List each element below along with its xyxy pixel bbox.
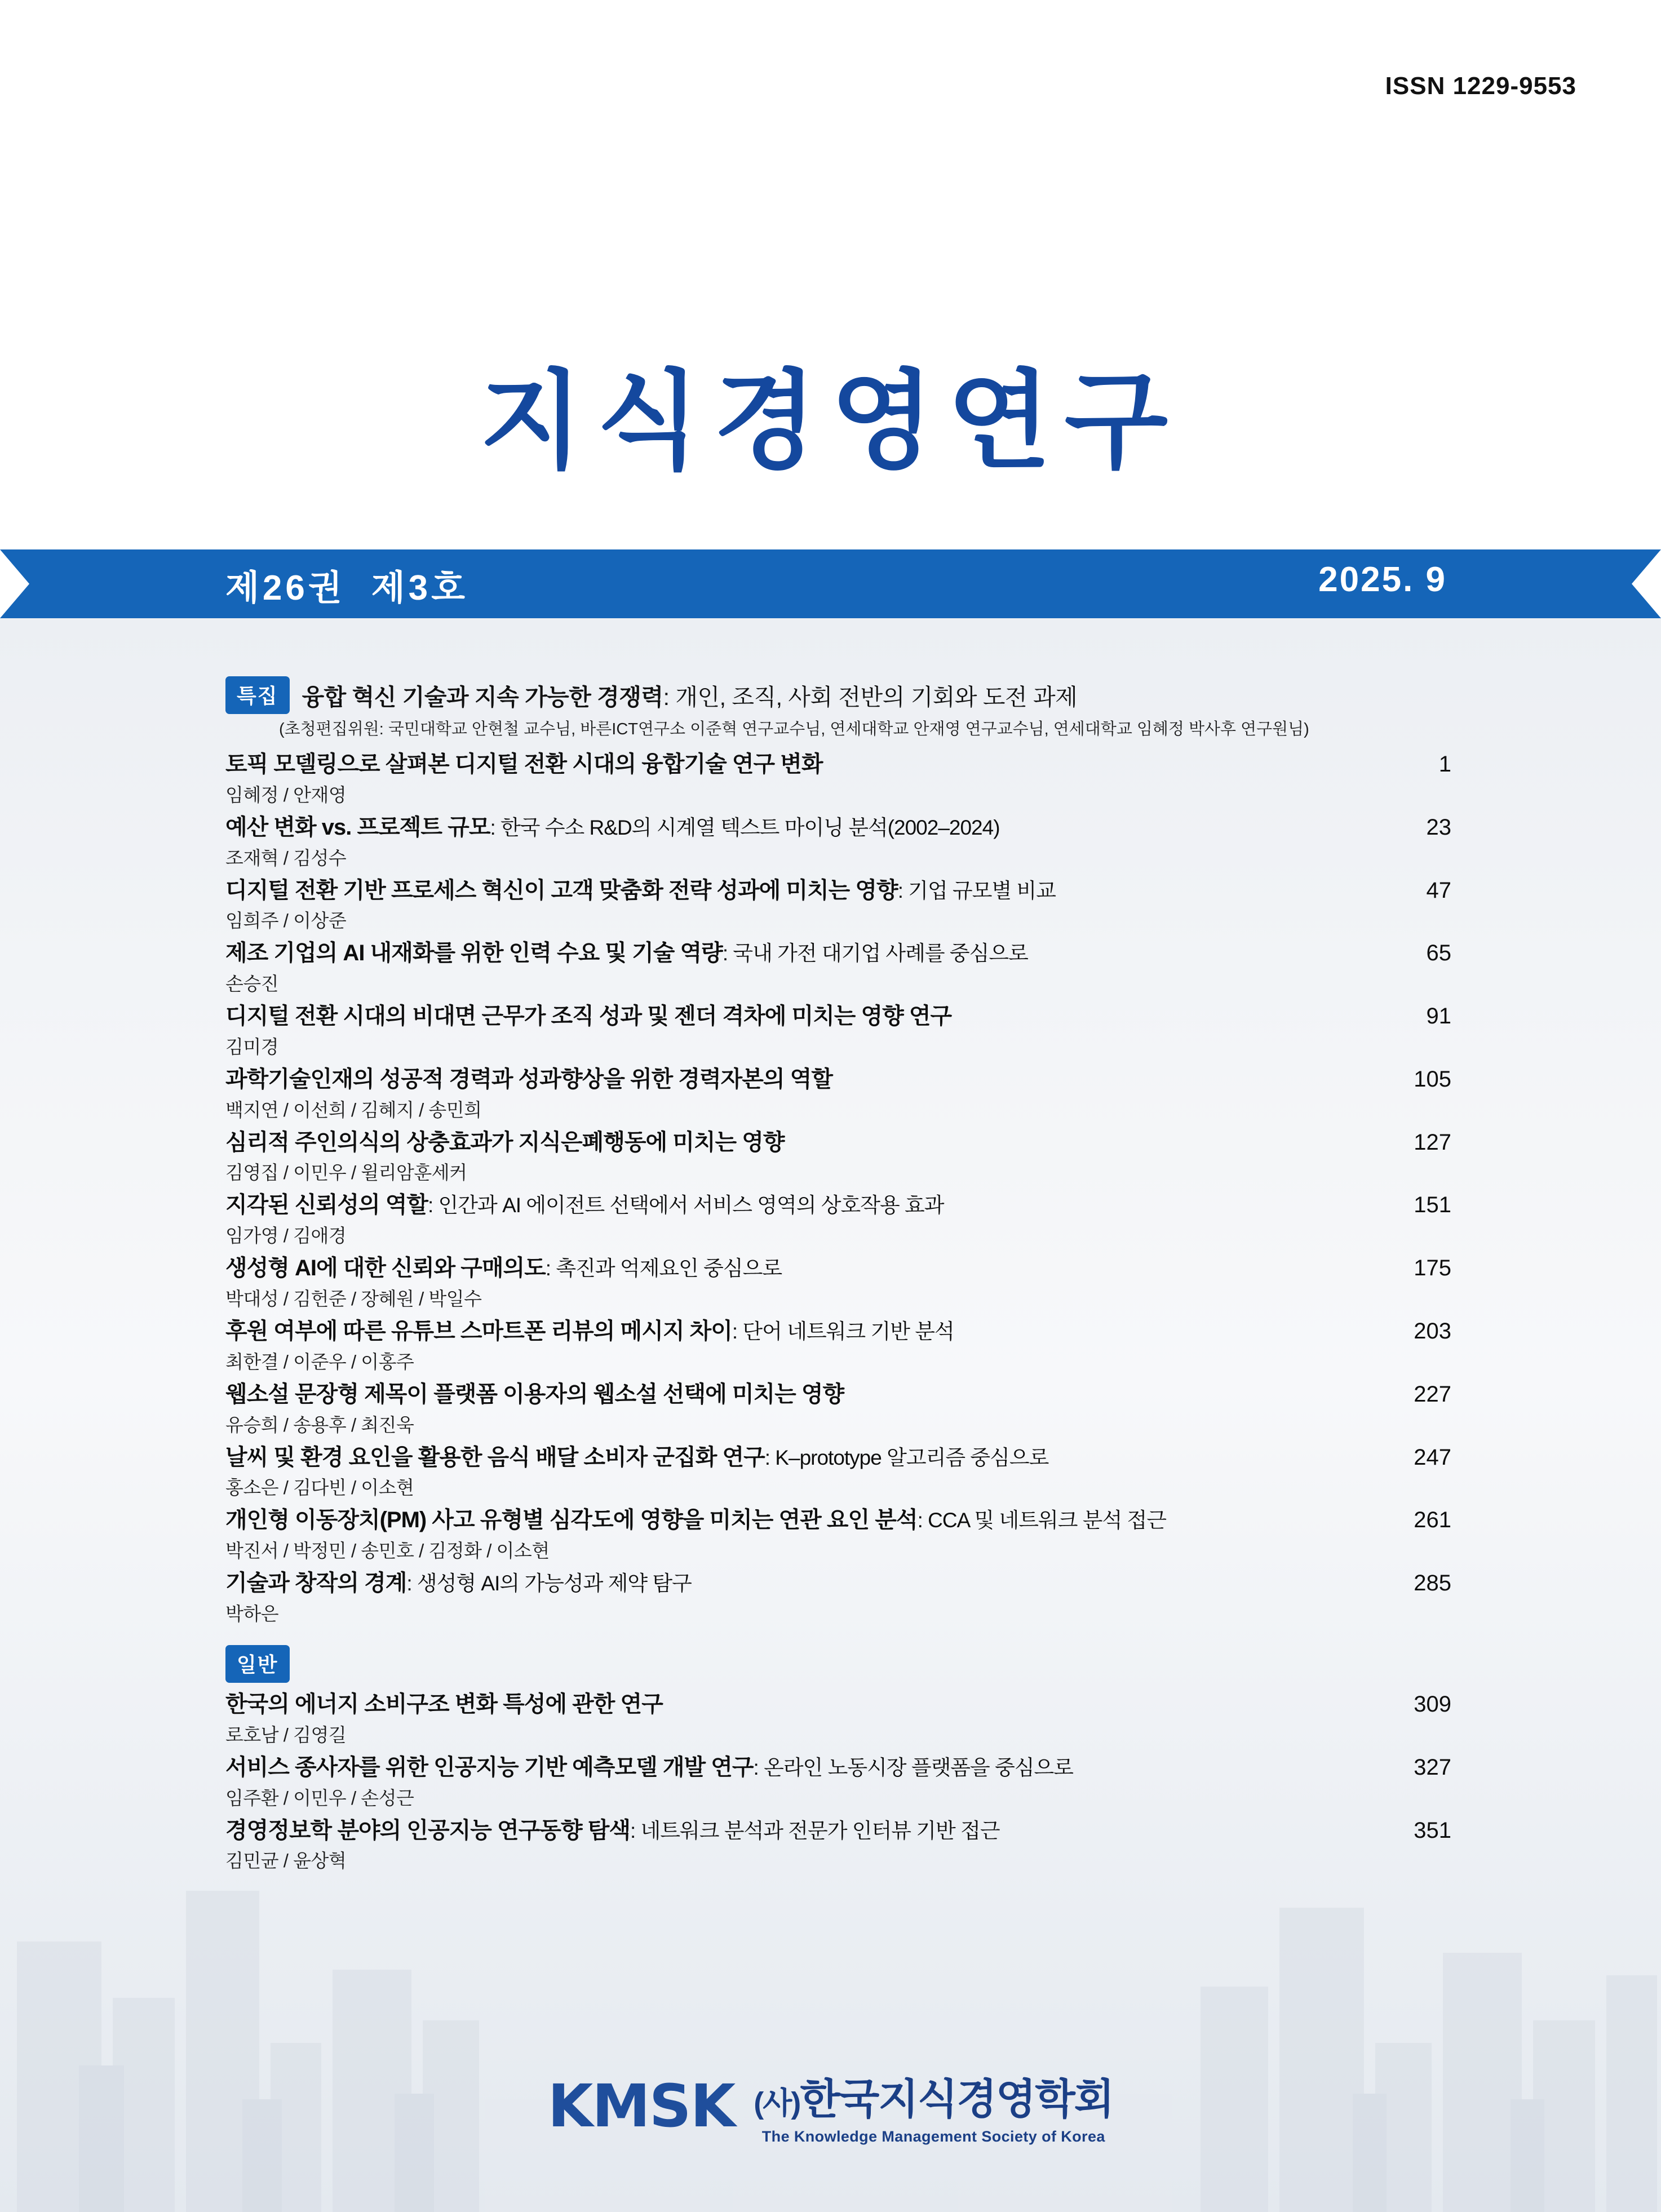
toc-entry-subtitle: : 인간과 AI 에이전트 선택에서 서비스 영역의 상호작용 효과 xyxy=(428,1194,944,1217)
toc-entry[interactable] xyxy=(225,939,1451,996)
toc-entry-title-main: 후원 여부에 따른 유튜브 스마트폰 리뷰의 메시지 차이 xyxy=(225,1319,732,1344)
toc-entry-page: 1 xyxy=(1438,751,1451,777)
toc-entry-authors: 박진서 / 박정민 / 송민호 / 김정화 / 이소현 xyxy=(225,1540,550,1562)
volume-band xyxy=(0,549,1661,618)
toc-entry-title xyxy=(225,1754,1073,1781)
toc-entry[interactable] xyxy=(225,1003,1451,1059)
toc-entry-title xyxy=(225,1318,954,1345)
toc-entry[interactable] xyxy=(225,751,1451,807)
toc-entry-authors: 로호남 / 김영길 xyxy=(225,1724,347,1745)
toc-entry-title xyxy=(225,1691,663,1718)
toc-entry[interactable] xyxy=(225,1691,1451,1747)
toc-entry-title-main: 디지털 전환 기반 프로세스 혁신이 고객 맞춤화 전략 성과에 미치는 영향 xyxy=(225,877,898,903)
toc-entry[interactable] xyxy=(225,1570,1451,1626)
toc-entry-title xyxy=(225,1817,1000,1845)
toc-entry-authors: 김미경 xyxy=(225,1036,279,1057)
toc-entry-authors: 박하은 xyxy=(225,1603,279,1625)
society-name-english: The Knowledge Management Society of Korea xyxy=(761,2128,1105,2145)
toc-entry-title xyxy=(225,1191,944,1219)
toc-entry[interactable] xyxy=(225,1754,1451,1810)
toc-entry-title-main: 경영정보학 분야의 인공지능 연구동향 탐색 xyxy=(225,1818,630,1843)
toc-entry-page: 91 xyxy=(1426,1004,1451,1029)
society-paren: (사) xyxy=(754,2086,800,2120)
toc-entry-title-main: 지각된 신뢰성의 역할 xyxy=(225,1193,428,1218)
toc-entry-authors: 임희주 / 이상준 xyxy=(225,910,347,932)
toc-entry[interactable] xyxy=(225,1506,1451,1563)
toc-entry-authors: 조재혁 / 김성수 xyxy=(225,847,347,868)
toc-entry-title-main: 제조 기업의 AI 내재화를 위한 인력 수요 및 기술 역량 xyxy=(225,941,723,966)
toc-entry[interactable] xyxy=(225,1381,1451,1437)
toc-entry-title xyxy=(225,814,1000,841)
toc-entry-page: 203 xyxy=(1414,1319,1451,1344)
toc-entry-subtitle: : 한국 수소 R&D의 시계열 텍스트 마이닝 분석(2002–2024) xyxy=(490,815,1000,839)
toc-entry-page: 127 xyxy=(1414,1129,1451,1155)
kmsk-logo-text: KMSK xyxy=(547,2071,735,2140)
feature-title xyxy=(302,679,1078,712)
journal-title: 지식경영연구 xyxy=(479,359,1182,484)
toc-entry-subtitle: : 단어 네트워크 기반 분석 xyxy=(732,1320,954,1344)
feature-section-header xyxy=(225,676,1451,714)
toc-entry-title-main: 웹소설 문장형 제목이 플랫폼 이용자의 웹소설 선택에 미치는 영향 xyxy=(225,1381,844,1407)
toc-entry-title xyxy=(225,1444,1048,1471)
issue-date: 2025. 9 xyxy=(1318,560,1447,599)
toc-entry-page: 309 xyxy=(1414,1692,1451,1717)
toc-entry-title xyxy=(225,1506,1166,1534)
toc-entry[interactable] xyxy=(225,1191,1451,1248)
table-of-contents xyxy=(225,676,1451,1879)
toc-entry-page: 47 xyxy=(1426,877,1451,903)
toc-entry-page: 23 xyxy=(1426,814,1451,840)
toc-entry-authors: 임주환 / 이민우 / 손성근 xyxy=(225,1787,414,1808)
toc-entry-title xyxy=(225,1129,785,1156)
toc-entry-title-main: 심리적 주인의식의 상충효과가 지식은폐행동에 미치는 영향 xyxy=(225,1129,785,1155)
toc-entry-subtitle: : K–prototype 알고리즘 중심으로 xyxy=(764,1446,1049,1469)
society-name-korean xyxy=(754,2066,1113,2126)
toc-entry-subtitle: : 촉진과 억제요인 중심으로 xyxy=(545,1257,782,1280)
society-logo xyxy=(0,2066,1661,2145)
toc-entry-page: 285 xyxy=(1414,1571,1451,1596)
toc-entry[interactable] xyxy=(225,1129,1451,1185)
toc-entry[interactable] xyxy=(225,877,1451,933)
toc-entry-title-main: 디지털 전환 시대의 비대면 근무가 조직 성과 및 젠더 격차에 미치는 영향 연구 xyxy=(225,1004,952,1029)
toc-entry-title-main: 날씨 및 환경 요인을 활용한 음식 배달 소비자 군집화 연구 xyxy=(225,1444,765,1470)
toc-entry-authors: 김민균 / 윤상혁 xyxy=(225,1850,347,1872)
toc-entry-page: 65 xyxy=(1426,941,1451,966)
toc-entry-title-main: 과학기술인재의 성공적 경력과 성과향상을 위한 경력자본의 역할 xyxy=(225,1066,832,1092)
volume-label: 제26권 xyxy=(225,569,346,608)
issue-label: 제3호 xyxy=(371,569,469,608)
toc-entry-page: 327 xyxy=(1414,1754,1451,1780)
toc-entry[interactable] xyxy=(225,1318,1451,1374)
toc-entry-authors: 박대성 / 김헌준 / 장혜원 / 박일수 xyxy=(225,1288,482,1310)
toc-entry-title-main: 토픽 모델링으로 살펴본 디지털 전환 시대의 융합기술 연구 변화 xyxy=(225,751,823,777)
feature-tag: 특집 xyxy=(225,676,290,714)
toc-entry-title xyxy=(225,751,823,778)
toc-entry-page: 351 xyxy=(1414,1818,1451,1843)
toc-entry-title-main: 기술과 창작의 경계 xyxy=(225,1571,407,1596)
general-tag: 일반 xyxy=(225,1645,290,1683)
toc-entry-title-main: 예산 변화 vs. 프로젝트 규모 xyxy=(225,814,490,840)
toc-entry-authors: 최한결 / 이준우 / 이홍주 xyxy=(225,1351,414,1372)
society-name-main: 한국지식경영학회 xyxy=(800,2076,1114,2122)
toc-entry-title xyxy=(225,1066,832,1093)
toc-entry[interactable] xyxy=(225,814,1451,870)
issn-text: ISSN 1229-9553 xyxy=(1385,72,1576,100)
toc-entry-authors: 김영집 / 이민우 / 윌리암훈세커 xyxy=(225,1162,467,1183)
toc-entry-title xyxy=(225,939,1028,967)
feature-title-bold: 융합 혁신 기술과 지속 가능한 경쟁력 xyxy=(302,684,663,710)
toc-entry-title xyxy=(225,877,1056,905)
toc-entry-title-main: 개인형 이동장치(PM) 사고 유형별 심각도에 영향을 미치는 연관 요인 분석 xyxy=(225,1508,918,1533)
toc-entry-page: 261 xyxy=(1414,1508,1451,1533)
toc-entry-authors: 임혜정 / 안재영 xyxy=(225,784,347,805)
toc-entry[interactable] xyxy=(225,1254,1451,1311)
toc-entry-title-main: 서비스 종사자를 위한 인공지능 기반 예측모델 개발 연구 xyxy=(225,1754,754,1780)
toc-entry-subtitle: : 기업 규모별 비교 xyxy=(897,879,1056,902)
feature-title-rest: : 개인, 조직, 사회 전반의 기회와 도전 과제 xyxy=(663,684,1078,710)
toc-entry[interactable] xyxy=(225,1444,1451,1500)
society-name-block xyxy=(754,2066,1113,2145)
volume-issue-text xyxy=(225,560,468,610)
toc-entry-page: 105 xyxy=(1414,1066,1451,1092)
toc-entry-title xyxy=(225,1381,844,1408)
toc-entry-page: 151 xyxy=(1414,1193,1451,1218)
toc-entry-subtitle: : 네트워크 분석과 전문가 인터뷰 기반 접근 xyxy=(630,1819,1000,1842)
toc-entry-authors: 백지연 / 이선희 / 김혜지 / 송민희 xyxy=(225,1099,482,1120)
toc-entry-subtitle: : 온라인 노동시장 플랫폼을 중심으로 xyxy=(753,1756,1074,1779)
toc-entry-title-main: 한국의 에너지 소비구조 변화 특성에 관한 연구 xyxy=(225,1692,663,1717)
toc-entry-page: 227 xyxy=(1414,1381,1451,1407)
toc-entry-authors: 홍소은 / 김다빈 / 이소현 xyxy=(225,1477,414,1499)
toc-entry-page: 247 xyxy=(1414,1444,1451,1470)
toc-entry-subtitle: : CCA 및 네트워크 분석 접근 xyxy=(917,1509,1167,1532)
toc-entry-subtitle: : 국내 가전 대기업 사례를 중심으로 xyxy=(722,942,1028,965)
toc-entry[interactable] xyxy=(225,1817,1451,1873)
toc-entry-title xyxy=(225,1570,692,1597)
toc-entry-authors: 손승진 xyxy=(225,973,279,995)
toc-entry-authors: 임가영 / 김애경 xyxy=(225,1225,347,1247)
toc-entry[interactable] xyxy=(225,1066,1451,1122)
toc-entry-subtitle: : 생성형 AI의 가능성과 제약 탐구 xyxy=(406,1572,692,1595)
toc-entry-title xyxy=(225,1003,951,1030)
general-section-header xyxy=(225,1645,1451,1683)
toc-entry-authors: 유승희 / 송용후 / 최진욱 xyxy=(225,1414,414,1435)
guest-editors-note: (초청편집위원: 국민대학교 안현철 교수님, 바른ICT연구소 이준혁 연구교수님, 연세대학교 안재영 연구교수님, 연세대학교 임혜정 박사후 연구원님) xyxy=(279,720,1309,738)
toc-entry-title xyxy=(225,1254,782,1282)
toc-entry-title-main: 생성형 AI에 대한 신뢰와 구매의도 xyxy=(225,1256,546,1281)
toc-entry-page: 175 xyxy=(1414,1256,1451,1281)
